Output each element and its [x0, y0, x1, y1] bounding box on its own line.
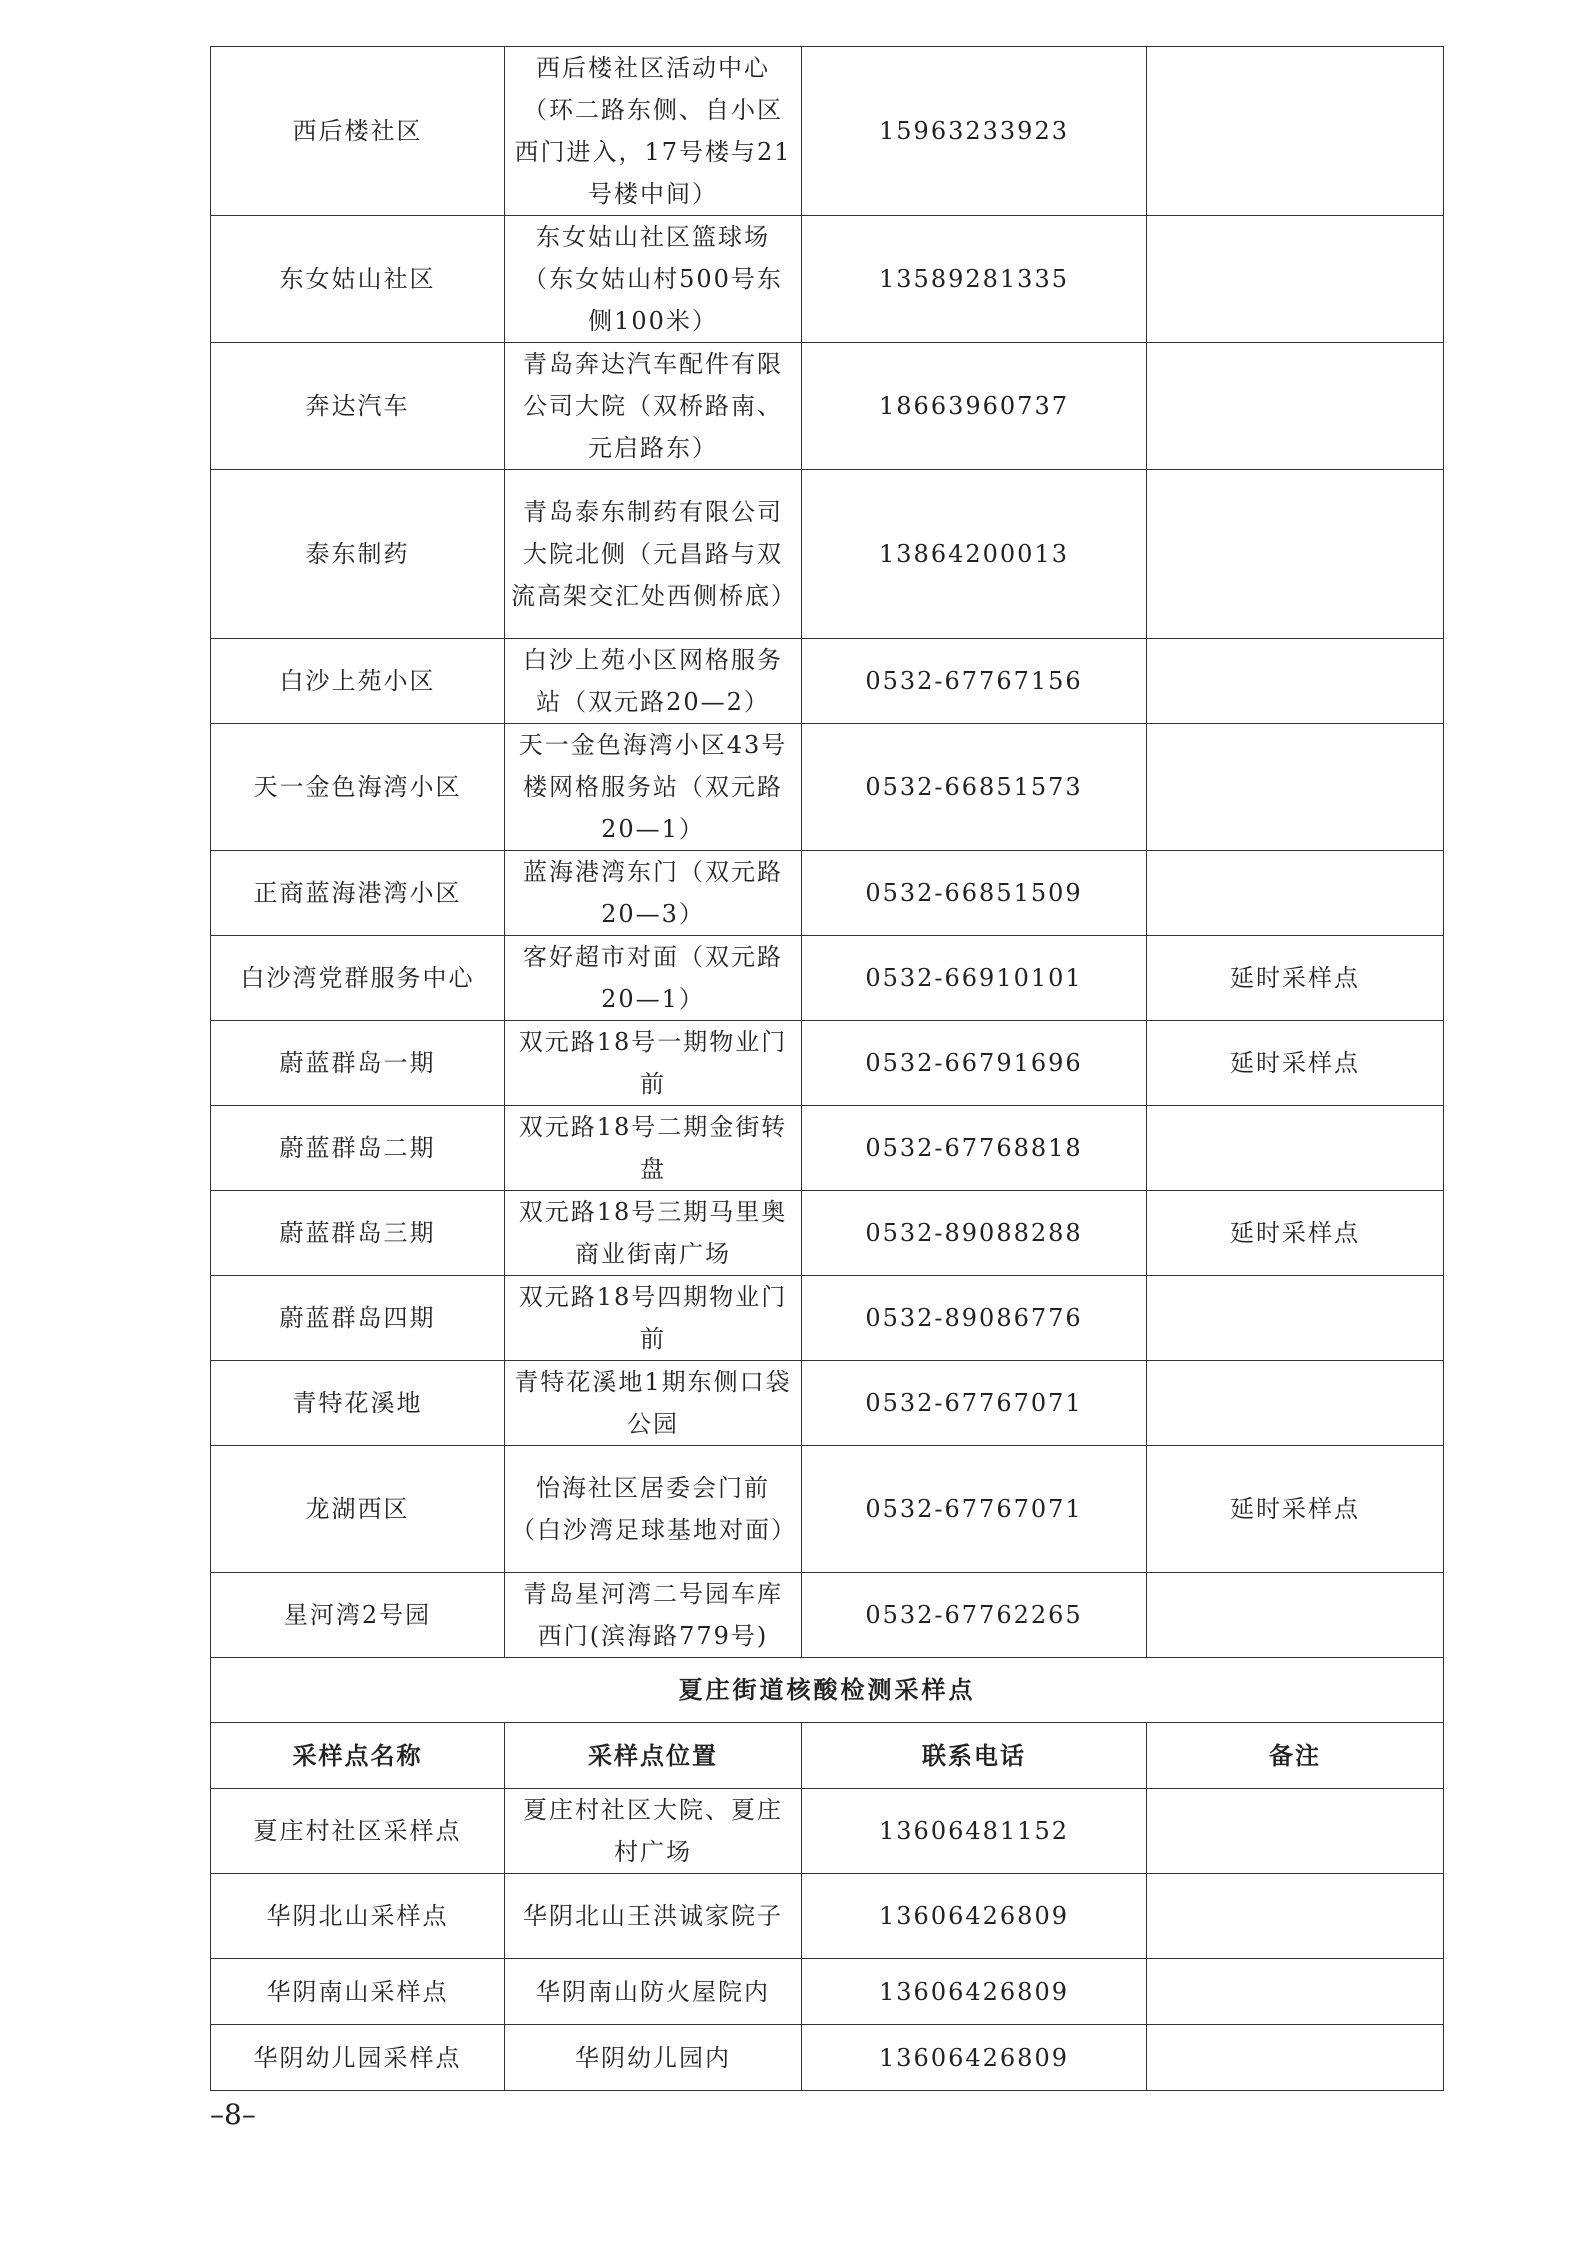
- point-name: 华阴北山采样点: [211, 1874, 505, 1959]
- header-phone: 联系电话: [802, 1723, 1147, 1789]
- table-row: [211, 1789, 1444, 1874]
- point-name: 星河湾2号园: [211, 1573, 505, 1658]
- point-phone: 13864200013: [802, 470, 1147, 639]
- point-location: 青特花溪地1期东侧口袋公园: [505, 1361, 802, 1446]
- table-row: [211, 1573, 1444, 1658]
- table-row: [211, 2025, 1444, 2091]
- point-note: [1147, 1276, 1444, 1361]
- point-name: 蔚蓝群岛四期: [211, 1276, 505, 1361]
- point-name: 泰东制药: [211, 470, 505, 639]
- point-location: 双元路18号三期马里奥商业街南广场: [505, 1191, 802, 1276]
- point-location: 蓝海港湾东门（双元路20—3）: [505, 851, 802, 936]
- point-name: 白沙湾党群服务中心: [211, 936, 505, 1021]
- table-row: [211, 1446, 1444, 1573]
- point-note: 延时采样点: [1147, 936, 1444, 1021]
- point-phone: 0532-67762265: [802, 1573, 1147, 1658]
- table-row: [211, 1106, 1444, 1191]
- point-note: [1147, 470, 1444, 639]
- point-phone: 0532-66910101: [802, 936, 1147, 1021]
- point-phone: 0532-67768818: [802, 1106, 1147, 1191]
- point-location: 华阴幼儿园内: [505, 2025, 802, 2091]
- point-phone: 13606426809: [802, 1959, 1147, 2025]
- table-row: [211, 216, 1444, 343]
- point-phone: 18663960737: [802, 343, 1147, 470]
- point-note: 延时采样点: [1147, 1191, 1444, 1276]
- point-location: 怡海社区居委会门前（白沙湾足球基地对面）: [505, 1446, 802, 1573]
- table-row: [211, 1874, 1444, 1959]
- header-row: [211, 1723, 1444, 1789]
- point-phone: 0532-67767071: [802, 1446, 1147, 1573]
- point-name: 奔达汽车: [211, 343, 505, 470]
- point-name: 正商蓝海港湾小区: [211, 851, 505, 936]
- section-title-row: [211, 1658, 1444, 1723]
- point-note: 延时采样点: [1147, 1021, 1444, 1106]
- point-name: 蔚蓝群岛一期: [211, 1021, 505, 1106]
- table-row: [211, 470, 1444, 639]
- point-location: 西后楼社区活动中心（环二路东侧、自小区西门进入，17号楼与21号楼中间）: [505, 47, 802, 216]
- point-phone: 0532-67767071: [802, 1361, 1147, 1446]
- point-location: 东女姑山社区篮球场（东女姑山村500号东侧100米）: [505, 216, 802, 343]
- table-row: [211, 936, 1444, 1021]
- point-name: 青特花溪地: [211, 1361, 505, 1446]
- point-phone: 0532-89088288: [802, 1191, 1147, 1276]
- point-location: 青岛泰东制药有限公司大院北侧（元昌路与双流高架交汇处西侧桥底）: [505, 470, 802, 639]
- point-note: [1147, 851, 1444, 936]
- point-name: 华阴幼儿园采样点: [211, 2025, 505, 2091]
- point-name: 夏庄村社区采样点: [211, 1789, 505, 1874]
- point-name: 白沙上苑小区: [211, 639, 505, 724]
- point-phone: 0532-66791696: [802, 1021, 1147, 1106]
- page-number: –8–: [210, 2098, 256, 2131]
- point-name: 蔚蓝群岛三期: [211, 1191, 505, 1276]
- point-name: 龙湖西区: [211, 1446, 505, 1573]
- point-name: 东女姑山社区: [211, 216, 505, 343]
- point-location: 青岛星河湾二号园车库西门(滨海路779号): [505, 1573, 802, 1658]
- point-note: [1147, 1874, 1444, 1959]
- point-note: [1147, 1789, 1444, 1874]
- point-phone: 15963233923: [802, 47, 1147, 216]
- point-note: [1147, 724, 1444, 851]
- point-phone: 0532-67767156: [802, 639, 1147, 724]
- point-phone: 13606481152: [802, 1789, 1147, 1874]
- section-title: 夏庄街道核酸检测采样点: [211, 1658, 1444, 1723]
- table-row: [211, 639, 1444, 724]
- point-location: 华阴南山防火屋院内: [505, 1959, 802, 2025]
- table-row: [211, 1959, 1444, 2025]
- table-row: [211, 1191, 1444, 1276]
- point-name: 天一金色海湾小区: [211, 724, 505, 851]
- point-note: [1147, 2025, 1444, 2091]
- point-note: [1147, 216, 1444, 343]
- table-row: [211, 1361, 1444, 1446]
- point-phone: 0532-89086776: [802, 1276, 1147, 1361]
- point-note: [1147, 343, 1444, 470]
- point-note: [1147, 1361, 1444, 1446]
- point-location: 双元路18号二期金街转盘: [505, 1106, 802, 1191]
- point-phone: 13606426809: [802, 1874, 1147, 1959]
- table-row: [211, 1276, 1444, 1361]
- point-note: [1147, 1106, 1444, 1191]
- point-location: 双元路18号四期物业门前: [505, 1276, 802, 1361]
- point-location: 夏庄村社区大院、夏庄村广场: [505, 1789, 802, 1874]
- point-name: 西后楼社区: [211, 47, 505, 216]
- point-phone: 0532-66851573: [802, 724, 1147, 851]
- table-row: [211, 724, 1444, 851]
- table-row: [211, 343, 1444, 470]
- point-location: 华阴北山王洪诚家院子: [505, 1874, 802, 1959]
- header-location: 采样点位置: [505, 1723, 802, 1789]
- point-location: 天一金色海湾小区43号楼网格服务站（双元路20—1）: [505, 724, 802, 851]
- point-note: [1147, 639, 1444, 724]
- point-note: [1147, 1959, 1444, 2025]
- header-note: 备注: [1147, 1723, 1444, 1789]
- point-location: 白沙上苑小区网格服务站（双元路20—2）: [505, 639, 802, 724]
- point-note: 延时采样点: [1147, 1446, 1444, 1573]
- point-location: 客好超市对面（双元路20—1）: [505, 936, 802, 1021]
- point-location: 青岛奔达汽车配件有限公司大院（双桥路南、元启路东）: [505, 343, 802, 470]
- table-row: [211, 851, 1444, 936]
- table-row: [211, 47, 1444, 216]
- point-phone: 0532-66851509: [802, 851, 1147, 936]
- point-name: 蔚蓝群岛二期: [211, 1106, 505, 1191]
- point-phone: 13589281335: [802, 216, 1147, 343]
- point-note: [1147, 1573, 1444, 1658]
- point-name: 华阴南山采样点: [211, 1959, 505, 2025]
- table-row: [211, 1021, 1444, 1106]
- point-phone: 13606426809: [802, 2025, 1147, 2091]
- sampling-points-table: [210, 46, 1444, 2091]
- header-name: 采样点名称: [211, 1723, 505, 1789]
- point-note: [1147, 47, 1444, 216]
- point-location: 双元路18号一期物业门前: [505, 1021, 802, 1106]
